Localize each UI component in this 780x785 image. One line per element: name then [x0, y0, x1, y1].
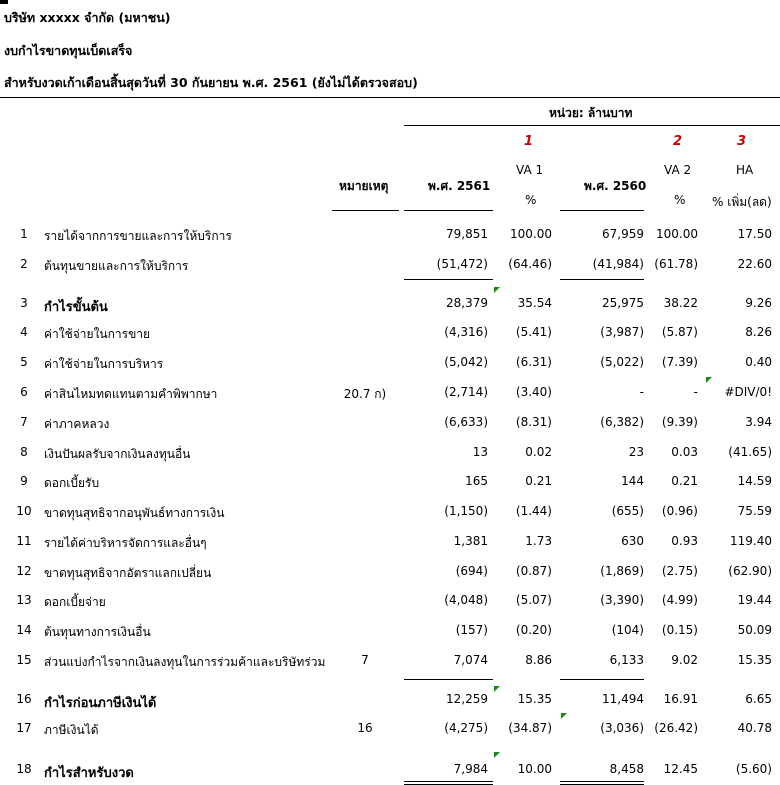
row-ha-percent: 8.26: [745, 325, 772, 339]
row-value-2561: 1,381: [453, 534, 488, 548]
sum-line-2561-b: [404, 679, 493, 680]
row-value-2560: (3,036): [600, 721, 644, 735]
row-ha-percent: 14.59: [737, 474, 772, 488]
row-va2-percent: 9.02: [671, 653, 698, 667]
row-ha-percent: 19.44: [737, 593, 772, 607]
row-value-2560: -: [639, 385, 644, 399]
2561-header-underline: [404, 210, 493, 211]
row-va1-percent: (64.46): [508, 257, 552, 271]
row-label: ขาดทุนสุทธิจากอัตราแลกเปลี่ยน: [44, 566, 212, 580]
col-header-va2-unit: %: [674, 193, 686, 207]
row-va2-percent: 16.91: [663, 692, 698, 706]
row-number: 12: [16, 564, 32, 578]
row-ha-percent: 40.78: [737, 721, 772, 735]
row-label: รายได้จากการขายและการให้บริการ: [44, 229, 232, 243]
row-value-2560: 11,494: [602, 692, 644, 706]
row-va1-percent: (5.41): [515, 325, 552, 339]
col-header-note: หมายเหตุ: [339, 179, 389, 193]
row-value-2560: 8,458: [609, 762, 644, 776]
row-note: 16: [357, 721, 373, 735]
col-header-va2: VA 2: [664, 163, 692, 177]
row-number: 15: [16, 653, 32, 667]
row-number: 13: [16, 593, 32, 607]
sheet-corner-mark: [0, 0, 8, 4]
row-ha-percent: 6.65: [745, 692, 772, 706]
row-note: 7: [361, 653, 369, 667]
row-va1-percent: (5.07): [515, 593, 552, 607]
row-va2-percent: 0.21: [671, 474, 698, 488]
row-value-2560: 144: [621, 474, 644, 488]
row-label: ส่วนแบ่งกำไรจากเงินลงทุนในการร่วมค้าและบริษัทร่วม: [44, 655, 326, 669]
row-value-2561: (6,633): [444, 415, 488, 429]
row-va1-percent: 10.00: [517, 762, 552, 776]
row-number: 10: [16, 504, 32, 518]
row-va1-percent: (0.20): [515, 623, 552, 637]
row-va1-percent: (0.87): [515, 564, 552, 578]
row-ha-percent: 119.40: [730, 534, 772, 548]
row-va1-percent: 35.54: [517, 296, 552, 310]
row-number: 16: [16, 692, 32, 706]
row-ha-percent: #DIV/0!: [724, 385, 772, 399]
col-header-ha: HA: [736, 163, 754, 177]
row-label: ภาษีเงินได้: [44, 723, 99, 737]
row-label: กำไรขั้นต้น: [44, 300, 108, 315]
col-header-2560: พ.ศ. 2560: [584, 179, 647, 193]
row-value-2561: (694): [455, 564, 488, 578]
row-value-2560: (655): [611, 504, 644, 518]
col-header-va1-unit: %: [525, 193, 537, 207]
row-value-2561: 7,074: [453, 653, 488, 667]
row-label: ขาดทุนสุทธิจากอนุพันธ์ทางการเงิน: [44, 506, 225, 520]
col-header-va1: VA 1: [516, 163, 544, 177]
note-header-underline: [332, 210, 399, 211]
row-va2-percent: (5.87): [661, 325, 698, 339]
row-label: ดอกเบี้ยจ่าย: [44, 595, 106, 609]
row-label: ดอกเบี้ยรับ: [44, 476, 100, 490]
row-va1-percent: 8.86: [525, 653, 552, 667]
row-va1-percent: 1.73: [525, 534, 552, 548]
row-ha-percent: (5.60): [735, 762, 772, 776]
row-number: 4: [20, 325, 28, 339]
row-value-2561: (4,316): [444, 325, 488, 339]
row-label: กำไรสำหรับงวด: [44, 766, 134, 781]
row-number: 8: [20, 445, 28, 459]
unit-label: หน่วย: ล้านบาท: [549, 106, 633, 120]
2560-header-underline: [560, 210, 644, 211]
row-va2-percent: 0.03: [671, 445, 698, 459]
row-va2-percent: (2.75): [661, 564, 698, 578]
row-value-2561: 13: [472, 445, 488, 459]
row-va2-percent: -: [693, 385, 698, 399]
row-label: ต้นทุนทางการเงินอื่น: [44, 625, 151, 639]
row-value-2561: (4,275): [444, 721, 488, 735]
row-va2-percent: (0.15): [661, 623, 698, 637]
row-ha-percent: 15.35: [737, 653, 772, 667]
row-value-2561: 28,379: [446, 296, 488, 310]
row-label: ค่าใช้จ่ายในการขาย: [44, 327, 151, 341]
total-line-2561: [404, 781, 493, 785]
row-value-2561: 165: [465, 474, 488, 488]
comment-marker: [494, 686, 500, 692]
row-va1-percent: 0.21: [525, 474, 552, 488]
row-va2-percent: (9.39): [661, 415, 698, 429]
row-value-2560: 6,133: [609, 653, 644, 667]
row-ha-percent: 17.50: [737, 227, 772, 241]
row-va1-percent: 100.00: [510, 227, 552, 241]
row-value-2561: (5,042): [444, 355, 488, 369]
row-va2-percent: 0.93: [671, 534, 698, 548]
row-number: 3: [20, 296, 28, 310]
total-line-2560: [560, 781, 644, 785]
row-number: 9: [20, 474, 28, 488]
row-va2-percent: (4.99): [661, 593, 698, 607]
row-label: ค่าสินไหมทดแทนตามคำพิพากษา: [44, 387, 218, 401]
comment-marker: [561, 713, 567, 719]
row-value-2560: 25,975: [602, 296, 644, 310]
row-ha-percent: 75.59: [737, 504, 772, 518]
sum-line-2560-a: [560, 279, 644, 280]
row-va2-percent: 100.00: [656, 227, 698, 241]
statement-period: สำหรับงวดเก้าเดือนสิ้นสุดวันที่ 30 กันยายน พ.ศ. 2561 (ยังไม่ได้ตรวจสอบ): [4, 75, 418, 90]
row-value-2561: 12,259: [446, 692, 488, 706]
col-header-2561: พ.ศ. 2561: [428, 179, 491, 193]
row-note: 20.7 ก): [343, 387, 387, 401]
marker-1: 1: [524, 134, 534, 149]
header-divider: [0, 97, 780, 98]
row-label: เงินปันผลรับจากเงินลงทุนอื่น: [44, 447, 191, 461]
row-number: 18: [16, 762, 32, 776]
row-ha-percent: 3.94: [745, 415, 772, 429]
row-value-2561: 7,984: [453, 762, 488, 776]
row-va1-percent: (6.31): [515, 355, 552, 369]
row-value-2561: (2,714): [444, 385, 488, 399]
row-value-2560: 630: [621, 534, 644, 548]
row-value-2560: 67,959: [602, 227, 644, 241]
comment-marker: [494, 752, 500, 758]
row-va1-percent: 0.02: [525, 445, 552, 459]
row-value-2560: 23: [628, 445, 644, 459]
row-label: รายได้ค่าบริหารจัดการและอื่นๆ: [44, 536, 207, 550]
row-value-2560: (3,390): [600, 593, 644, 607]
row-value-2560: (3,987): [600, 325, 644, 339]
row-va1-percent: 15.35: [517, 692, 552, 706]
row-ha-percent: 22.60: [737, 257, 772, 271]
row-va1-percent: (3.40): [515, 385, 552, 399]
row-va2-percent: (7.39): [661, 355, 698, 369]
col-header-ha-unit: % เพิ่ม(ลด): [712, 195, 772, 209]
row-number: 5: [20, 355, 28, 369]
row-value-2560: (5,022): [600, 355, 644, 369]
marker-2: 2: [673, 134, 683, 149]
row-ha-percent: 9.26: [745, 296, 772, 310]
row-va2-percent: (0.96): [661, 504, 698, 518]
row-number: 11: [16, 534, 32, 548]
comment-marker: [706, 377, 712, 383]
row-number: 1: [20, 227, 28, 241]
row-va2-percent: (61.78): [654, 257, 698, 271]
row-va1-percent: (1.44): [515, 504, 552, 518]
statement-title: งบกำไรขาดทุนเบ็ดเสร็จ: [4, 43, 133, 58]
row-number: 14: [16, 623, 32, 637]
row-va1-percent: (34.87): [508, 721, 552, 735]
company-name: บริษัท xxxxx จำกัด (มหาชน): [4, 10, 171, 25]
unit-underline: [404, 125, 780, 126]
row-label: ค่าภาคหลวง: [44, 417, 110, 431]
marker-3: 3: [737, 134, 747, 149]
row-value-2561: (4,048): [444, 593, 488, 607]
row-value-2561: (51,472): [436, 257, 488, 271]
row-value-2561: (1,150): [444, 504, 488, 518]
row-number: 6: [20, 385, 28, 399]
row-label: ต้นทุนขายและการให้บริการ: [44, 259, 189, 273]
row-label: กำไรก่อนภาษีเงินได้: [44, 696, 157, 711]
row-ha-percent: (41.65): [728, 445, 772, 459]
sum-line-2560-b: [560, 679, 644, 680]
row-ha-percent: (62.90): [728, 564, 772, 578]
row-number: 17: [16, 721, 32, 735]
row-va2-percent: 12.45: [663, 762, 698, 776]
row-va2-percent: (26.42): [654, 721, 698, 735]
row-ha-percent: 0.40: [745, 355, 772, 369]
row-va1-percent: (8.31): [515, 415, 552, 429]
row-number: 2: [20, 257, 28, 271]
row-label: ค่าใช้จ่ายในการบริหาร: [44, 357, 164, 371]
sum-line-2561-a: [404, 279, 493, 280]
row-value-2560: (6,382): [600, 415, 644, 429]
row-va2-percent: 38.22: [663, 296, 698, 310]
comment-marker: [494, 287, 500, 293]
row-value-2560: (104): [611, 623, 644, 637]
row-value-2561: (157): [455, 623, 488, 637]
row-number: 7: [20, 415, 28, 429]
row-value-2560: (1,869): [600, 564, 644, 578]
row-value-2561: 79,851: [446, 227, 488, 241]
row-ha-percent: 50.09: [737, 623, 772, 637]
row-value-2560: (41,984): [592, 257, 644, 271]
